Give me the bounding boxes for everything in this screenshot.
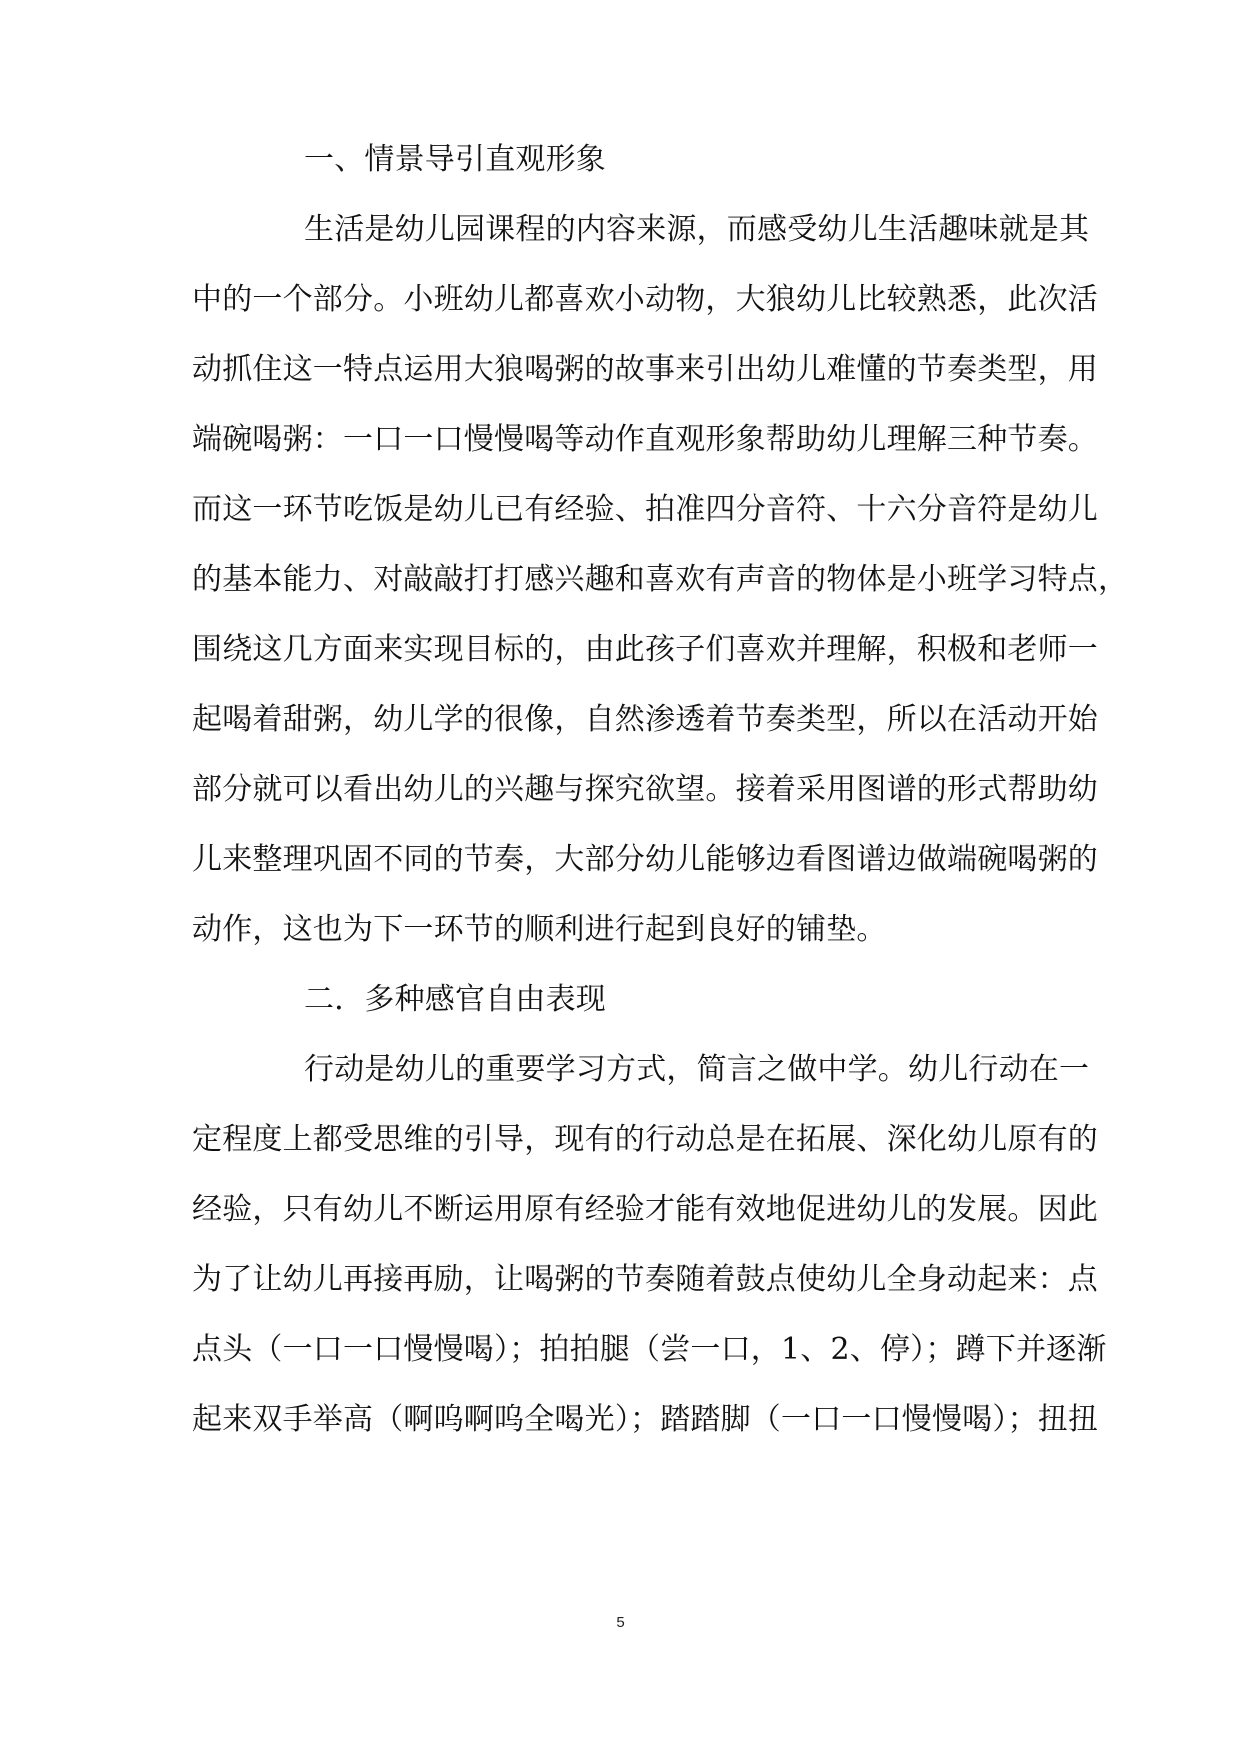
paragraph-line: 定程度上都受思维的引导，现有的行动总是在拓展、深化幼儿原有的: [192, 1122, 1098, 1157]
paragraph-line: 围绕这几方面来实现目标的，由此孩子们喜欢并理解，积极和老师一: [192, 632, 1098, 667]
paragraph-line: 儿来整理巩固不同的节奏，大部分幼儿能够边看图谱边做端碗喝粥的: [192, 842, 1098, 877]
paragraph-line: 动作，这也为下一环节的顺利进行起到良好的铺垫。: [192, 912, 887, 947]
section-heading-2: 二．多种感官自由表现: [304, 982, 606, 1017]
paragraph-line: 为了让幼儿再接再励，让喝粥的节奏随着鼓点使幼儿全身动起来：点: [192, 1262, 1098, 1297]
page-number: 5: [616, 1614, 625, 1631]
paragraph-line: 起来双手举高（啊呜啊呜全喝光）；踏踏脚（一口一口慢慢喝）；扭扭: [192, 1402, 1099, 1437]
paragraph-line: 而这一环节吃饭是幼儿已有经验、拍准四分音符、十六分音符是幼儿: [192, 492, 1098, 527]
paragraph-line: 经验，只有幼儿不断运用原有经验才能有效地促进幼儿的发展。因此: [192, 1192, 1098, 1227]
paragraph-line: 点头（一口一口慢慢喝）；拍拍腿（尝一口，1、2、停）；蹲下并逐渐: [192, 1332, 1107, 1367]
paragraph-line: 动抓住这一特点运用大狼喝粥的故事来引出幼儿难懂的节奏类型，用: [192, 352, 1098, 387]
paragraph-line: 起喝着甜粥，幼儿学的很像，自然渗透着节奏类型，所以在活动开始: [192, 702, 1098, 737]
paragraph-line: 中的一个部分。小班幼儿都喜欢小动物，大狼幼儿比较熟悉，此次活: [192, 282, 1098, 317]
section-heading-1: 一、情景导引直观形象: [304, 142, 606, 177]
paragraph-line: 的基本能力、对敲敲打打感兴趣和喜欢有声音的物体是小班学习特点，: [192, 562, 1129, 597]
paragraph-line: 生活是幼儿园课程的内容来源，而感受幼儿生活趣味就是其: [304, 212, 1090, 247]
paragraph-line: 行动是幼儿的重要学习方式，简言之做中学。幼儿行动在一: [304, 1052, 1090, 1087]
paragraph-line: 端碗喝粥：一口一口慢慢喝等动作直观形象帮助幼儿理解三种节奏。: [192, 422, 1098, 457]
paragraph-line: 部分就可以看出幼儿的兴趣与探究欲望。接着采用图谱的形式帮助幼: [192, 772, 1098, 807]
